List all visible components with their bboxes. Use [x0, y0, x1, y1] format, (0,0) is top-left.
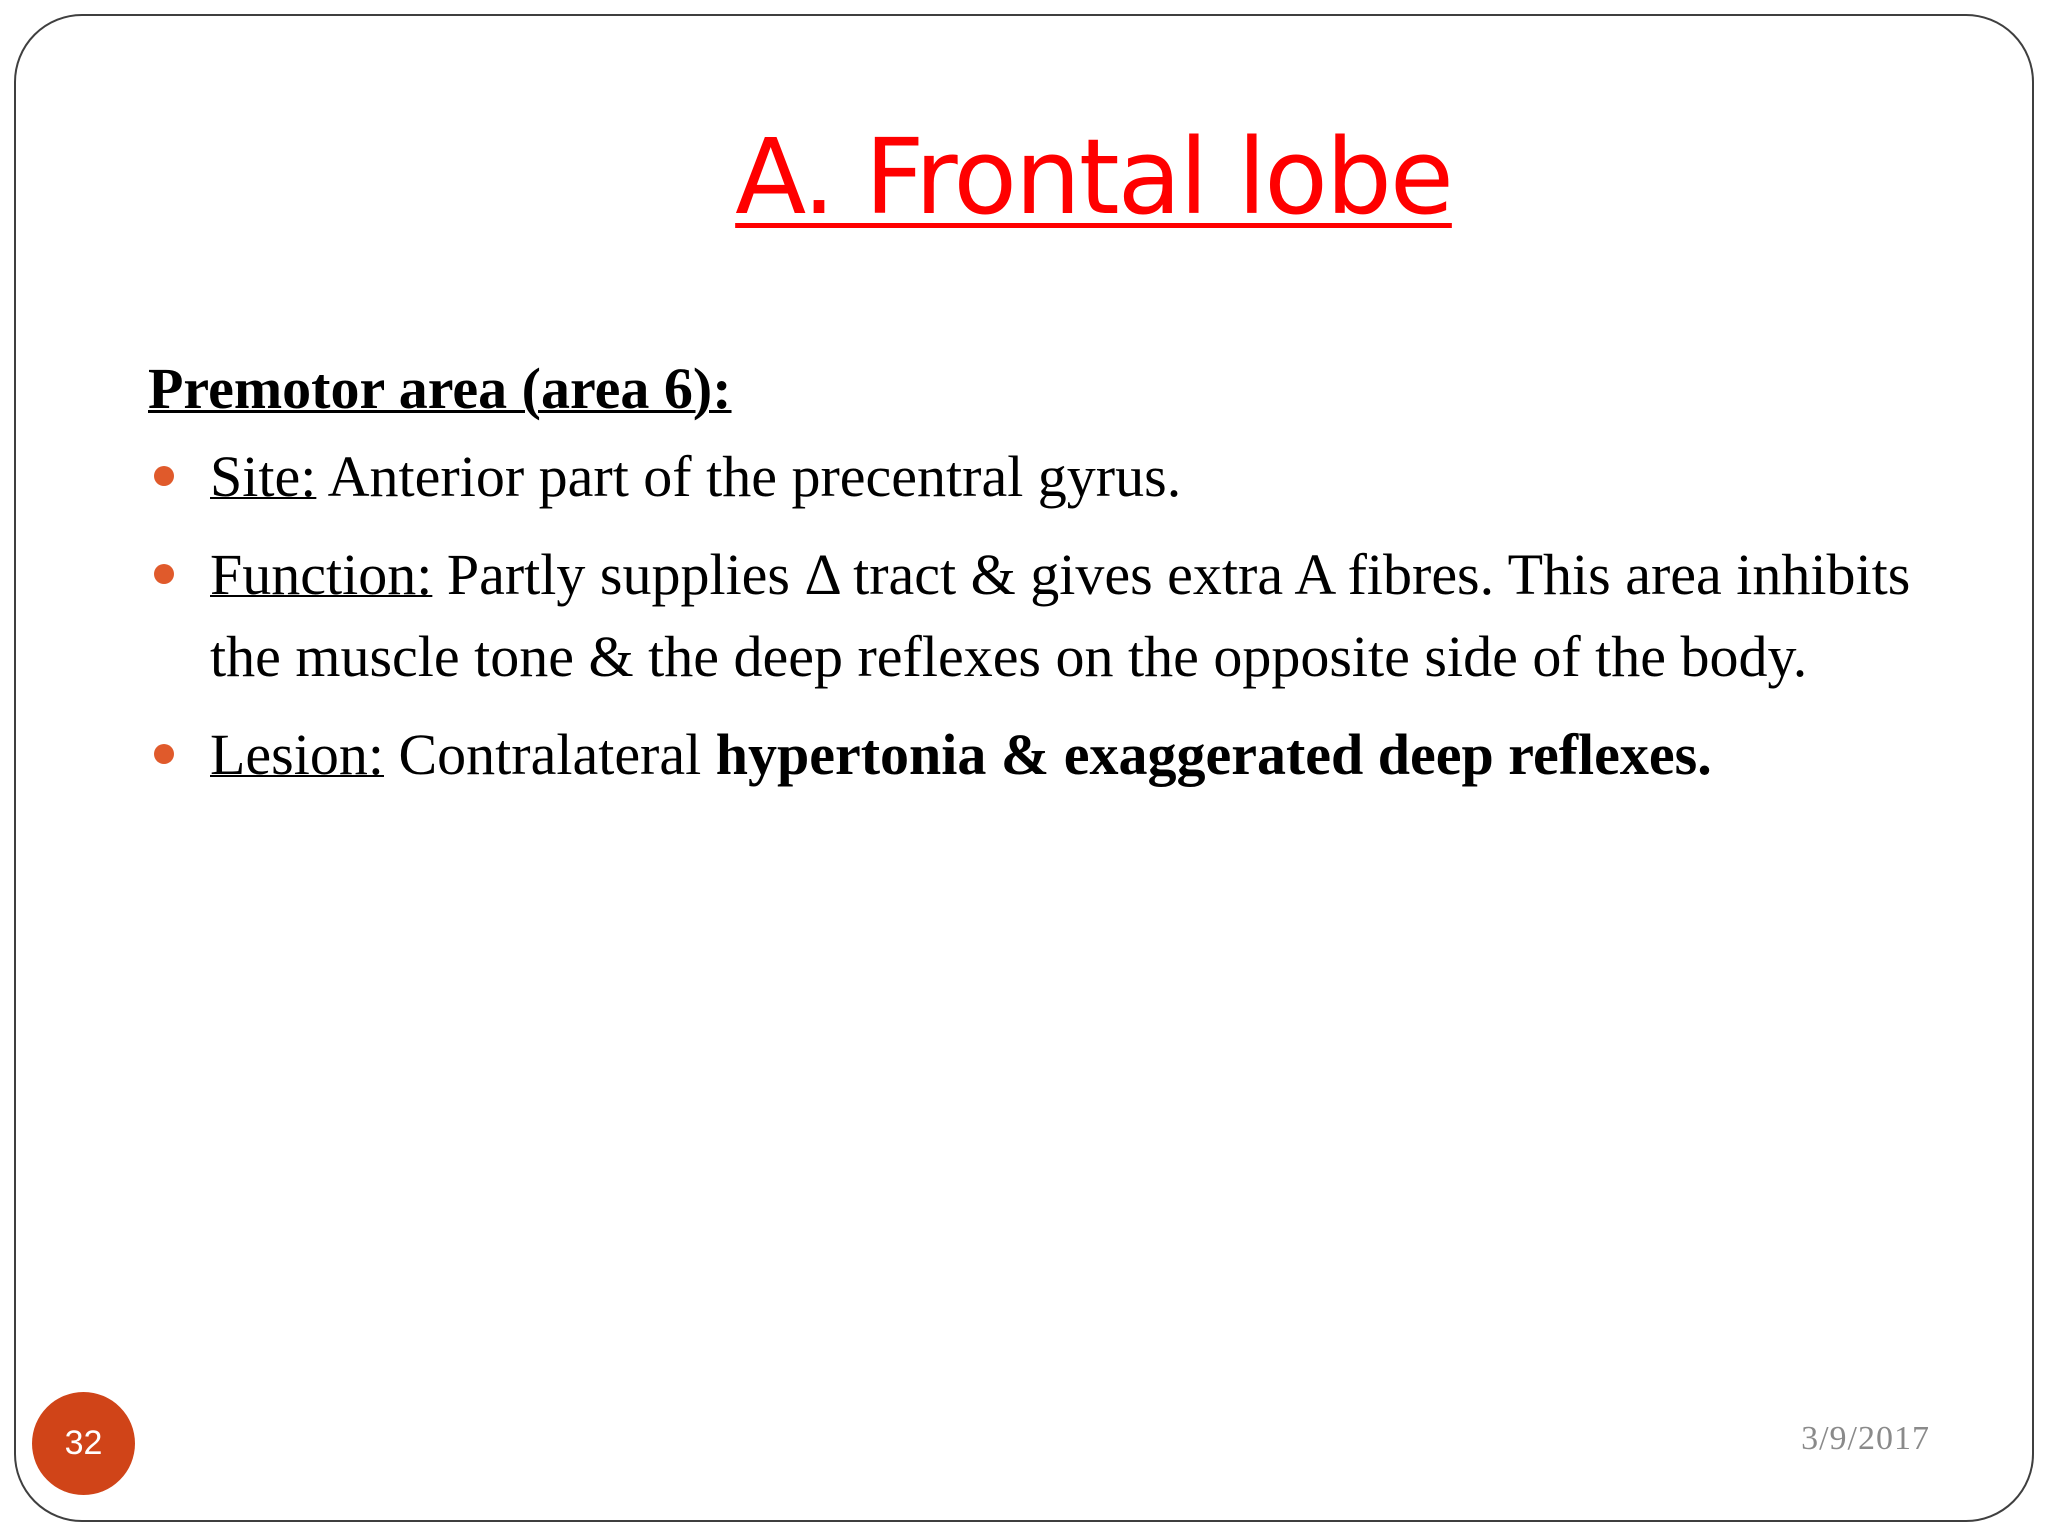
bullet-dot-icon — [154, 564, 174, 584]
bullet-label: Function: — [210, 542, 433, 608]
bullet-label: Lesion: — [210, 722, 384, 788]
bullet-text: Contralateral — [383, 722, 716, 788]
section-heading: Premotor area (area 6): — [148, 356, 732, 421]
bullet-dot-icon — [154, 744, 174, 764]
bullet-text: Anterior part of the precentral gyrus. — [316, 444, 1182, 510]
bullet-function — [148, 534, 1968, 698]
slide-content — [148, 351, 1968, 812]
bullet-label: Site: — [210, 444, 317, 510]
slide-date: 3/9/2017 — [1801, 1420, 1930, 1457]
bullet-bold-text: hypertonia & exaggerated deep reflexes. — [715, 722, 1712, 788]
slide-frame — [14, 14, 2034, 1522]
bullet-text: Partly supplies Δ tract & gives extra A fibres. This area inhibits the muscle tone & the deep reflexes on the opposite side of the body. — [210, 542, 1911, 690]
bullet-lesion — [148, 714, 1968, 796]
slide-title: A. Frontal lobe — [735, 116, 1452, 238]
bullet-list — [148, 436, 1968, 796]
bullet-site — [148, 436, 1968, 518]
page-number-badge: 32 — [32, 1392, 135, 1495]
bullet-dot-icon — [154, 466, 174, 486]
